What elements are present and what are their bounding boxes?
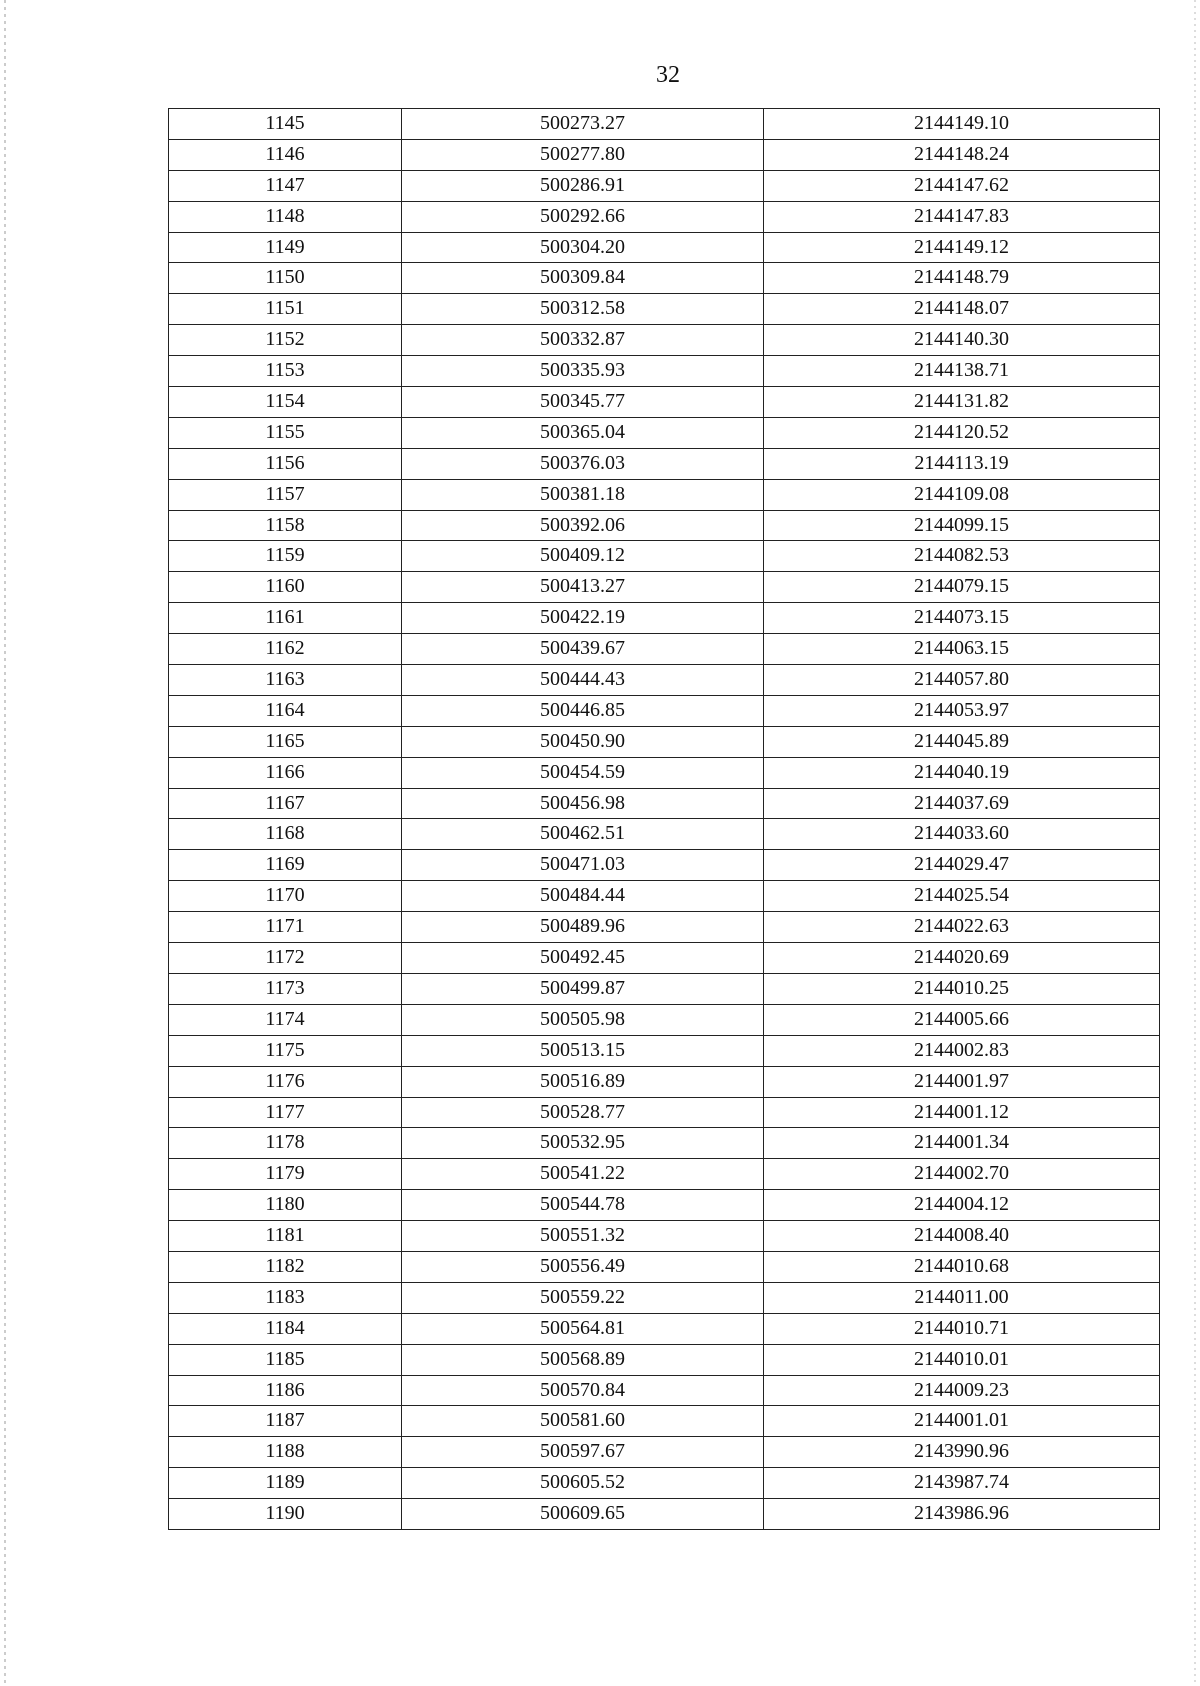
table-row: [169, 1035, 1160, 1066]
x-coordinate-cell: 500581.60: [402, 1406, 764, 1437]
x-coordinate-cell: 500450.90: [402, 726, 764, 757]
point-number-cell: 1159: [169, 541, 402, 572]
point-number-cell: 1148: [169, 201, 402, 232]
x-coordinate-cell: 500541.22: [402, 1159, 764, 1190]
y-coordinate-cell: 2144148.07: [764, 294, 1160, 325]
point-number-cell: 1153: [169, 356, 402, 387]
point-number-cell: 1190: [169, 1499, 402, 1530]
table-row: [169, 1097, 1160, 1128]
table-row: [169, 1468, 1160, 1499]
y-coordinate-cell: 2144002.70: [764, 1159, 1160, 1190]
y-coordinate-cell: 2144010.71: [764, 1313, 1160, 1344]
y-coordinate-cell: 2144040.19: [764, 757, 1160, 788]
y-coordinate-cell: 2144073.15: [764, 603, 1160, 634]
point-number-cell: 1158: [169, 510, 402, 541]
scan-edge-left: [4, 0, 6, 1686]
point-number-cell: 1171: [169, 912, 402, 943]
table-row: [169, 1282, 1160, 1313]
table-row: [169, 1251, 1160, 1282]
x-coordinate-cell: 500499.87: [402, 973, 764, 1004]
point-number-cell: 1154: [169, 387, 402, 418]
y-coordinate-cell: 2144045.89: [764, 726, 1160, 757]
point-number-cell: 1157: [169, 479, 402, 510]
y-coordinate-cell: 2144148.24: [764, 139, 1160, 170]
y-coordinate-cell: 2144149.10: [764, 109, 1160, 140]
page-number: 32: [656, 62, 680, 88]
y-coordinate-cell: 2144109.08: [764, 479, 1160, 510]
y-coordinate-cell: 2144020.69: [764, 943, 1160, 974]
table-row: [169, 1066, 1160, 1097]
table-row: [169, 541, 1160, 572]
x-coordinate-cell: 500528.77: [402, 1097, 764, 1128]
y-coordinate-cell: 2144011.00: [764, 1282, 1160, 1313]
table-row: [169, 943, 1160, 974]
point-number-cell: 1179: [169, 1159, 402, 1190]
y-coordinate-cell: 2144010.68: [764, 1251, 1160, 1282]
x-coordinate-cell: 500273.27: [402, 109, 764, 140]
point-number-cell: 1145: [169, 109, 402, 140]
y-coordinate-cell: 2144010.01: [764, 1344, 1160, 1375]
y-coordinate-cell: 2143990.96: [764, 1437, 1160, 1468]
point-number-cell: 1177: [169, 1097, 402, 1128]
x-coordinate-cell: 500292.66: [402, 201, 764, 232]
table-row: [169, 1406, 1160, 1437]
table-row: [169, 201, 1160, 232]
table-row: [169, 479, 1160, 510]
table-row: [169, 819, 1160, 850]
point-number-cell: 1151: [169, 294, 402, 325]
point-number-cell: 1174: [169, 1004, 402, 1035]
table-row: [169, 1128, 1160, 1159]
x-coordinate-cell: 500309.84: [402, 263, 764, 294]
y-coordinate-cell: 2144029.47: [764, 850, 1160, 881]
point-number-cell: 1176: [169, 1066, 402, 1097]
x-coordinate-cell: 500564.81: [402, 1313, 764, 1344]
point-number-cell: 1147: [169, 170, 402, 201]
x-coordinate-cell: 500568.89: [402, 1344, 764, 1375]
x-coordinate-cell: 500454.59: [402, 757, 764, 788]
y-coordinate-cell: 2144138.71: [764, 356, 1160, 387]
y-coordinate-cell: 2144120.52: [764, 417, 1160, 448]
point-number-cell: 1160: [169, 572, 402, 603]
x-coordinate-cell: 500492.45: [402, 943, 764, 974]
scan-edge-right: [1194, 0, 1196, 1686]
point-number-cell: 1186: [169, 1375, 402, 1406]
x-coordinate-cell: 500559.22: [402, 1282, 764, 1313]
x-coordinate-cell: 500484.44: [402, 881, 764, 912]
point-number-cell: 1165: [169, 726, 402, 757]
table-row: [169, 634, 1160, 665]
table-row: [169, 665, 1160, 696]
y-coordinate-cell: 2143987.74: [764, 1468, 1160, 1499]
table-row: [169, 1190, 1160, 1221]
y-coordinate-cell: 2144140.30: [764, 325, 1160, 356]
y-coordinate-cell: 2144148.79: [764, 263, 1160, 294]
point-number-cell: 1189: [169, 1468, 402, 1499]
table-row: [169, 387, 1160, 418]
x-coordinate-cell: 500505.98: [402, 1004, 764, 1035]
x-coordinate-cell: 500516.89: [402, 1066, 764, 1097]
y-coordinate-cell: 2144079.15: [764, 572, 1160, 603]
y-coordinate-cell: 2144082.53: [764, 541, 1160, 572]
table-row: [169, 356, 1160, 387]
x-coordinate-cell: 500446.85: [402, 695, 764, 726]
table-row: [169, 294, 1160, 325]
y-coordinate-cell: 2144008.40: [764, 1221, 1160, 1252]
point-number-cell: 1188: [169, 1437, 402, 1468]
table-row: [169, 510, 1160, 541]
coordinates-table-container: [168, 108, 1160, 1530]
x-coordinate-cell: 500304.20: [402, 232, 764, 263]
point-number-cell: 1164: [169, 695, 402, 726]
point-number-cell: 1181: [169, 1221, 402, 1252]
y-coordinate-cell: 2144149.12: [764, 232, 1160, 263]
x-coordinate-cell: 500444.43: [402, 665, 764, 696]
point-number-cell: 1170: [169, 881, 402, 912]
x-coordinate-cell: 500462.51: [402, 819, 764, 850]
y-coordinate-cell: 2144053.97: [764, 695, 1160, 726]
y-coordinate-cell: 2144113.19: [764, 448, 1160, 479]
y-coordinate-cell: 2144147.62: [764, 170, 1160, 201]
table-row: [169, 1004, 1160, 1035]
y-coordinate-cell: 2144099.15: [764, 510, 1160, 541]
x-coordinate-cell: 500551.32: [402, 1221, 764, 1252]
table-row: [169, 850, 1160, 881]
y-coordinate-cell: 2144057.80: [764, 665, 1160, 696]
point-number-cell: 1175: [169, 1035, 402, 1066]
point-number-cell: 1155: [169, 417, 402, 448]
y-coordinate-cell: 2144005.66: [764, 1004, 1160, 1035]
y-coordinate-cell: 2144001.01: [764, 1406, 1160, 1437]
y-coordinate-cell: 2144037.69: [764, 788, 1160, 819]
x-coordinate-cell: 500609.65: [402, 1499, 764, 1530]
table-row: [169, 912, 1160, 943]
point-number-cell: 1163: [169, 665, 402, 696]
table-row: [169, 1437, 1160, 1468]
point-number-cell: 1162: [169, 634, 402, 665]
x-coordinate-cell: 500365.04: [402, 417, 764, 448]
point-number-cell: 1183: [169, 1282, 402, 1313]
table-row: [169, 448, 1160, 479]
y-coordinate-cell: 2144004.12: [764, 1190, 1160, 1221]
y-coordinate-cell: 2144009.23: [764, 1375, 1160, 1406]
x-coordinate-cell: 500277.80: [402, 139, 764, 170]
table-row: [169, 572, 1160, 603]
table-row: [169, 232, 1160, 263]
table-row: [169, 1221, 1160, 1252]
point-number-cell: 1169: [169, 850, 402, 881]
table-row: [169, 1313, 1160, 1344]
x-coordinate-cell: 500392.06: [402, 510, 764, 541]
y-coordinate-cell: 2144010.25: [764, 973, 1160, 1004]
x-coordinate-cell: 500439.67: [402, 634, 764, 665]
x-coordinate-cell: 500513.15: [402, 1035, 764, 1066]
x-coordinate-cell: 500456.98: [402, 788, 764, 819]
point-number-cell: 1180: [169, 1190, 402, 1221]
point-number-cell: 1173: [169, 973, 402, 1004]
x-coordinate-cell: 500556.49: [402, 1251, 764, 1282]
y-coordinate-cell: 2144131.82: [764, 387, 1160, 418]
table-row: [169, 757, 1160, 788]
x-coordinate-cell: 500544.78: [402, 1190, 764, 1221]
table-row: [169, 139, 1160, 170]
table-row: [169, 325, 1160, 356]
table-row: [169, 1499, 1160, 1530]
x-coordinate-cell: 500422.19: [402, 603, 764, 634]
point-number-cell: 1168: [169, 819, 402, 850]
x-coordinate-cell: 500597.67: [402, 1437, 764, 1468]
x-coordinate-cell: 500605.52: [402, 1468, 764, 1499]
point-number-cell: 1178: [169, 1128, 402, 1159]
table-row: [169, 263, 1160, 294]
point-number-cell: 1172: [169, 943, 402, 974]
x-coordinate-cell: 500376.03: [402, 448, 764, 479]
table-row: [169, 603, 1160, 634]
point-number-cell: 1167: [169, 788, 402, 819]
table-row: [169, 1344, 1160, 1375]
table-row: [169, 788, 1160, 819]
point-number-cell: 1156: [169, 448, 402, 479]
x-coordinate-cell: 500312.58: [402, 294, 764, 325]
table-row: [169, 170, 1160, 201]
table-row: [169, 695, 1160, 726]
y-coordinate-cell: 2144025.54: [764, 881, 1160, 912]
x-coordinate-cell: 500413.27: [402, 572, 764, 603]
point-number-cell: 1152: [169, 325, 402, 356]
y-coordinate-cell: 2144001.97: [764, 1066, 1160, 1097]
point-number-cell: 1149: [169, 232, 402, 263]
point-number-cell: 1187: [169, 1406, 402, 1437]
x-coordinate-cell: 500381.18: [402, 479, 764, 510]
x-coordinate-cell: 500570.84: [402, 1375, 764, 1406]
table-row: [169, 109, 1160, 140]
table-row: [169, 417, 1160, 448]
x-coordinate-cell: 500335.93: [402, 356, 764, 387]
y-coordinate-cell: 2143986.96: [764, 1499, 1160, 1530]
x-coordinate-cell: 500409.12: [402, 541, 764, 572]
point-number-cell: 1185: [169, 1344, 402, 1375]
y-coordinate-cell: 2144001.12: [764, 1097, 1160, 1128]
coordinates-table: [168, 108, 1160, 1530]
y-coordinate-cell: 2144033.60: [764, 819, 1160, 850]
table-row: [169, 726, 1160, 757]
x-coordinate-cell: 500489.96: [402, 912, 764, 943]
table-row: [169, 1375, 1160, 1406]
point-number-cell: 1150: [169, 263, 402, 294]
coordinates-table-body: [169, 109, 1160, 1530]
x-coordinate-cell: 500345.77: [402, 387, 764, 418]
x-coordinate-cell: 500471.03: [402, 850, 764, 881]
x-coordinate-cell: 500532.95: [402, 1128, 764, 1159]
y-coordinate-cell: 2144002.83: [764, 1035, 1160, 1066]
y-coordinate-cell: 2144001.34: [764, 1128, 1160, 1159]
point-number-cell: 1182: [169, 1251, 402, 1282]
point-number-cell: 1146: [169, 139, 402, 170]
x-coordinate-cell: 500332.87: [402, 325, 764, 356]
y-coordinate-cell: 2144147.83: [764, 201, 1160, 232]
point-number-cell: 1184: [169, 1313, 402, 1344]
x-coordinate-cell: 500286.91: [402, 170, 764, 201]
table-row: [169, 1159, 1160, 1190]
table-row: [169, 973, 1160, 1004]
y-coordinate-cell: 2144063.15: [764, 634, 1160, 665]
table-row: [169, 881, 1160, 912]
point-number-cell: 1161: [169, 603, 402, 634]
y-coordinate-cell: 2144022.63: [764, 912, 1160, 943]
point-number-cell: 1166: [169, 757, 402, 788]
